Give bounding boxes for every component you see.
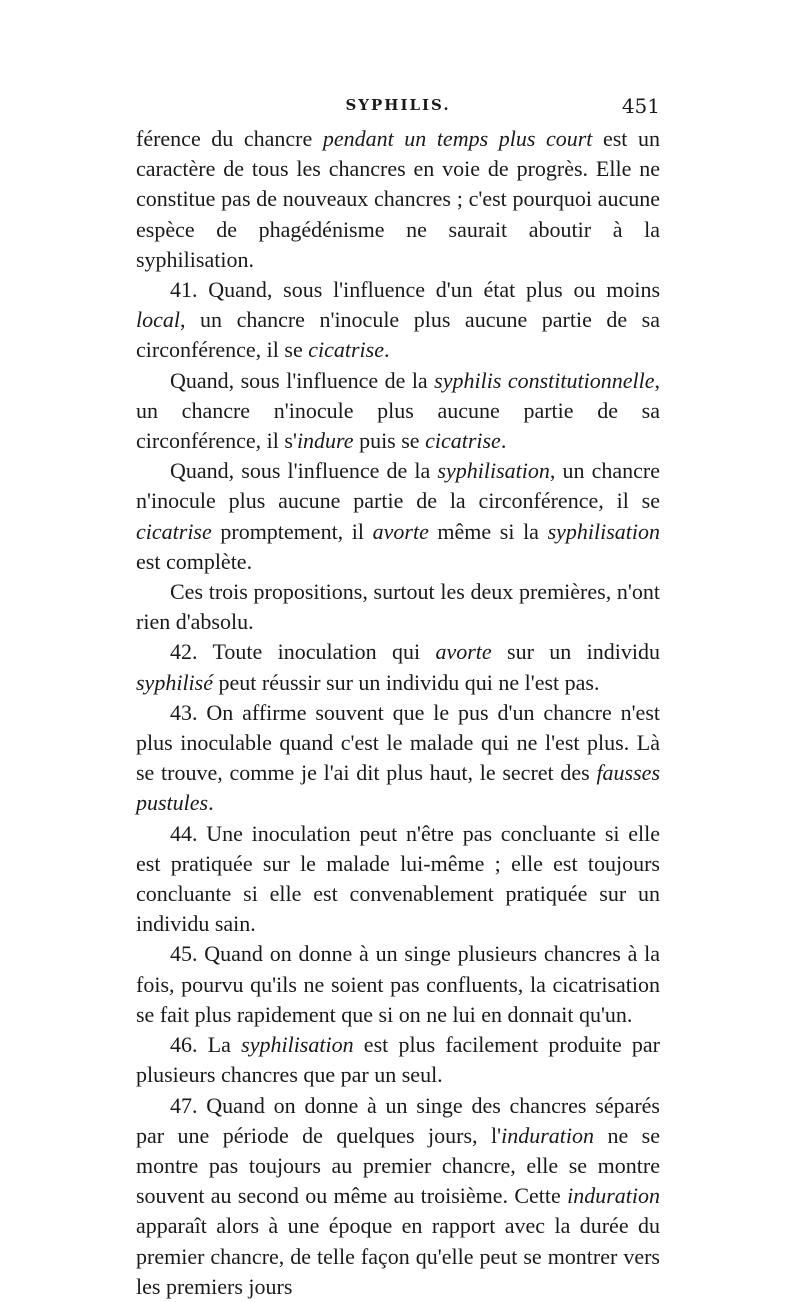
- text-run: , un chancre n'inocule plus aucune partie de sa circonférence, il se: [136, 307, 660, 363]
- text-run: promptement, il: [211, 518, 373, 544]
- text-run: Ces trois propositions, surtout les deux premières, n'ont rien d'absolu.: [136, 579, 660, 635]
- text-run: ne se montre pas toujours au premier chancre, elle se montre souvent au second ou même au troisième. Cette: [136, 1122, 660, 1209]
- text-run: , un chancre n'inocule plus aucune partie de la circonférence, il se: [136, 458, 660, 514]
- running-title: SYPHILIS.: [345, 96, 451, 114]
- text-run: , un chancre n'inocule plus aucune partie de sa circonférence, il s': [136, 367, 660, 454]
- italic-text: cicatrise: [136, 518, 212, 544]
- italic-text: syphilisé: [136, 669, 213, 695]
- text-run: 42. Toute inoculation qui: [170, 639, 436, 665]
- text-run: est un caractère de tous les chancres en voie de progrès. Elle ne constitue pas de nouveaux chancres ; c'est pourquoi aucune espèce de phagédénisme ne saurait aboutir à la syphilisation.: [136, 126, 660, 272]
- paragraph: [136, 1030, 660, 1090]
- body-text: [136, 124, 660, 1302]
- italic-text: avorte: [435, 639, 492, 665]
- text-run: sur un individu: [491, 639, 660, 665]
- italic-text: local: [136, 307, 180, 333]
- text-run: Quand, sous l'influence de la: [170, 367, 435, 393]
- text-run: .: [208, 790, 214, 816]
- paragraph: [136, 698, 660, 819]
- italic-text: pendant un temps plus court: [322, 126, 593, 151]
- page-number: 451: [621, 94, 660, 118]
- text-run: est complète.: [136, 548, 253, 574]
- text-run: même si la: [428, 518, 548, 544]
- paragraph: [136, 124, 660, 275]
- text-run: peut réussir sur un individu qui ne l'est pas.: [213, 669, 600, 695]
- italic-text: syphilis constitutionnelle: [434, 367, 655, 393]
- text-run: 44. Une inoculation peut n'être pas concluante si elle est pratiquée sur le malade lui-même ; elle est toujours concluante si elle est convenablement pratiquée sur un individu sain.: [136, 820, 660, 937]
- text-run: férence du chancre: [136, 126, 323, 151]
- italic-text: indure: [296, 428, 354, 454]
- text-run: est plus facilement produite par plusieurs chancres que par un seul.: [136, 1032, 661, 1088]
- paragraph: [136, 939, 660, 1030]
- text-run: 47. Quand on donne à un singe des chancres séparés par une période de quelques jours, l': [136, 1092, 660, 1148]
- italic-text: syphilisation: [547, 518, 661, 544]
- text-run: puis se: [353, 428, 426, 454]
- text-run: apparaît alors à une époque en rapport avec la durée du premier chancre, de telle façon qu'elle peut se montrer vers les premiers jours: [136, 1213, 660, 1299]
- text-run: .: [384, 337, 390, 363]
- page-header: [136, 92, 660, 122]
- italic-text: induration: [501, 1122, 594, 1148]
- paragraph: [136, 819, 660, 940]
- italic-text: avorte: [372, 518, 429, 544]
- paragraph: [136, 1091, 660, 1302]
- text-run: 46. La: [170, 1032, 242, 1058]
- italic-text: cicatrise: [308, 337, 384, 363]
- paragraph: [136, 275, 660, 366]
- italic-text: cicatrise: [425, 428, 501, 454]
- text-run: 41. Quand, sous l'influence d'un état plus ou moins: [170, 277, 660, 303]
- text-run: .: [500, 428, 507, 454]
- text-run: 43. On affirme souvent que le pus d'un chancre n'est plus inoculable quand c'est le malade qui ne l'est plus. Là se trouve, comme je l'ai dit plus haut, le secret des: [136, 699, 660, 786]
- italic-text: syphilisation: [241, 1032, 354, 1058]
- italic-text: fausses pustules: [136, 760, 660, 816]
- paragraph: [136, 456, 660, 577]
- paragraph: [136, 637, 660, 697]
- italic-text: induration: [567, 1183, 660, 1209]
- paragraph: [136, 366, 660, 457]
- text-run: Quand, sous l'influence de la: [170, 458, 438, 484]
- paragraph: [136, 577, 660, 637]
- text-run: 45. Quand on donne à un singe plusieurs chancres à la fois, pourvu qu'ils ne soient pas confluents, la cicatrisation se fait plus rapidement que si on ne lui en donnait qu'un.: [136, 941, 660, 1027]
- italic-text: syphilisation: [437, 458, 550, 484]
